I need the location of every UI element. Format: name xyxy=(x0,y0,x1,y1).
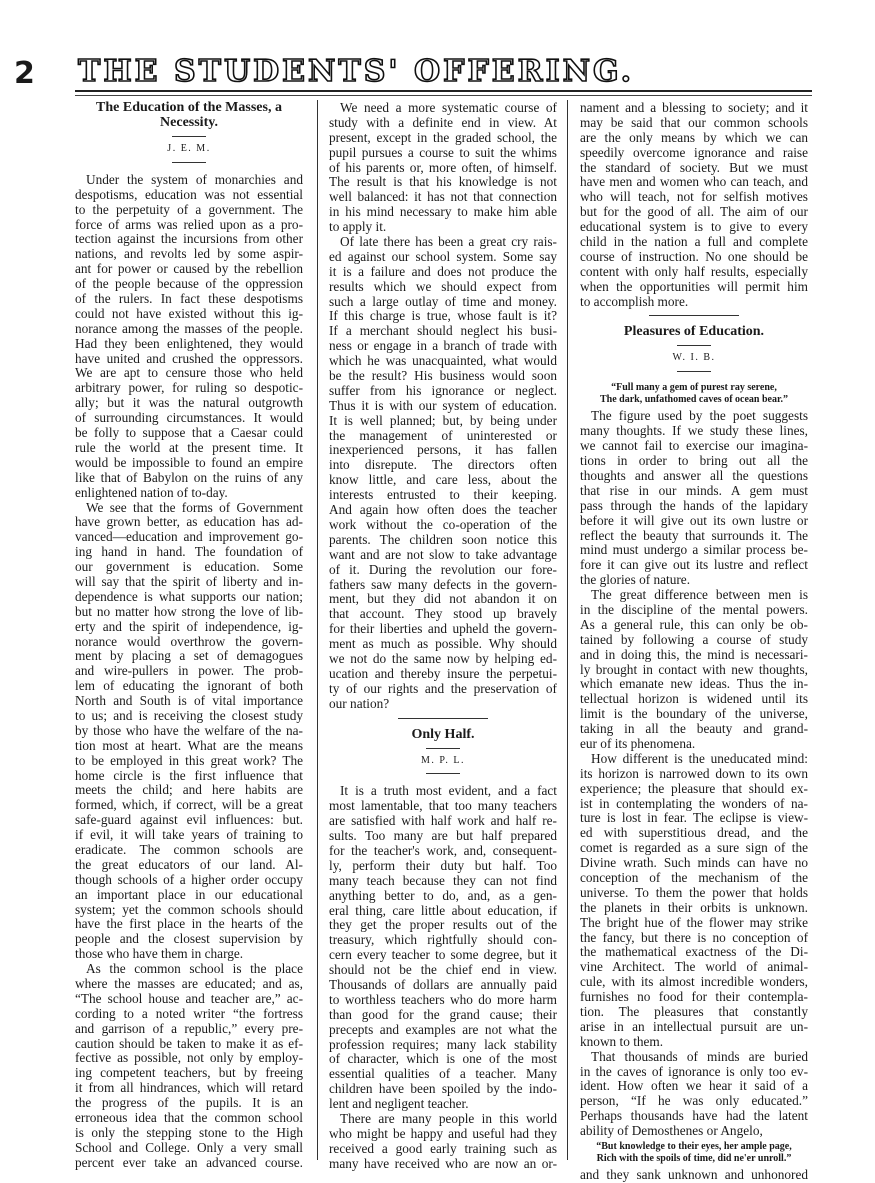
text-line: which emanate new ideas. Thus the in- xyxy=(580,676,808,692)
heading-line: Only Half. xyxy=(411,726,475,742)
text-line: lem of educating the ignorant of both xyxy=(75,678,303,694)
text-line: We see that the forms of Government xyxy=(86,499,303,515)
text-line: We need a more systematic course of xyxy=(340,100,557,115)
author-byline: J. E. M. xyxy=(75,136,303,163)
text-line: ability of Demosthenes or Angelo, xyxy=(580,1123,763,1139)
text-line: many thoughts. If we study these lines, xyxy=(580,423,808,439)
text-line: than good for the grand cause; their xyxy=(329,1006,557,1022)
text-line: North and South is of vital importance xyxy=(75,693,303,709)
text-line: arise in an intellectual pursuit are un- xyxy=(580,1018,808,1034)
text-line: The great difference between men is xyxy=(591,587,808,603)
text-line: who will teach, not for selfish motives xyxy=(580,189,808,205)
text-line: could not have existed without this ig- xyxy=(75,305,303,321)
text-line: nations, and revolts led by some aspir- xyxy=(75,246,303,262)
text-line: ing competent teachers, but by freeing xyxy=(75,1065,303,1081)
text-line: thoughts and answer all the questions xyxy=(580,467,808,483)
text-line: ment by placing a set of demagogues xyxy=(75,648,303,664)
text-line: There are many people in this world xyxy=(340,1111,557,1127)
text-line: known to them. xyxy=(580,1033,664,1049)
paragraph xyxy=(75,173,303,501)
text-line: into disrepute. The directors often xyxy=(329,457,557,473)
text-line: mind must undergo a similar process be- xyxy=(580,542,808,558)
text-line: norance would overthrow the govern- xyxy=(75,633,303,649)
text-line: vine Architect. The world of animal- xyxy=(580,959,808,975)
text-line: to us; and is receiving the closest study xyxy=(75,707,303,723)
text-line: have men and women who can teach, and xyxy=(580,174,808,190)
text-line: the standard of society. But we must xyxy=(580,159,808,175)
text-line: cern every teacher to some degree, but it xyxy=(329,947,557,963)
heading-line: Pleasures of Education. xyxy=(623,324,765,340)
text-line: anything better to do, and, as a gen- xyxy=(329,887,557,903)
author-byline: W. I. B. xyxy=(580,345,808,372)
text-line: fathers saw many defects in the govern- xyxy=(329,576,557,592)
text-line: it from all hindrances, which will retard xyxy=(75,1080,303,1096)
text-line: ed with superstitious dread, and the xyxy=(580,825,808,841)
text-line: pass through the hands of the lapidary xyxy=(580,497,808,513)
text-line: How different is the uneducated mind: xyxy=(591,750,808,766)
text-line: Had they been enlightened, they would xyxy=(75,335,303,351)
text-line: are satisfied with half work and half re- xyxy=(329,813,557,829)
text-line: an important place in our educational xyxy=(75,886,303,902)
text-line: profession requires; many lack stability xyxy=(329,1036,557,1052)
section-separator xyxy=(649,315,739,316)
text-line: and they sank unknown and unhonored xyxy=(580,1167,808,1183)
page-number: 2 xyxy=(14,56,35,91)
text-line: cule, with its almost incredible wonders, xyxy=(580,974,808,990)
text-line: children have been spoiled by the indo- xyxy=(329,1081,557,1097)
text-line: The result is that his knowledge is not xyxy=(329,174,557,190)
text-line: which he was unacquainted, what would xyxy=(329,353,557,369)
article-heading xyxy=(75,100,303,130)
text-line: and wire-pullers in power. The prob- xyxy=(75,663,303,679)
text-line: interests entrusted to their keeping. xyxy=(329,487,557,503)
text-line: School and College. Only a very small xyxy=(75,1139,303,1155)
text-line: but for the good of all. The aim of our xyxy=(580,204,808,220)
text-line: the mathematical exactness of the Di- xyxy=(580,944,808,960)
text-line: is only the stepping stone to the High xyxy=(75,1124,303,1140)
text-line: work without the co-operation of the xyxy=(329,516,557,532)
text-line: the progress of the pupils. It is an xyxy=(75,1095,303,1111)
paragraph xyxy=(580,588,808,752)
text-line: want and are not slow to take advantage xyxy=(329,546,557,562)
text-line: ident. How often we hear it said of a xyxy=(580,1078,808,1094)
text-line: universe. To them the power that holds xyxy=(580,884,808,900)
paragraph xyxy=(329,235,557,712)
text-line: ant for power or caused by the rebellion xyxy=(75,261,303,277)
text-line: ist in contemplating the wonders of na- xyxy=(580,795,808,811)
text-line: furnishes no food for their contempla- xyxy=(580,989,808,1005)
text-line: erroneous idea that the common school xyxy=(75,1110,303,1126)
verse-quote xyxy=(580,1141,808,1164)
text-line: It is well planned; but, by being under xyxy=(329,412,557,428)
text-line: reflect the beauty that surrounds it. The xyxy=(580,527,808,543)
text-line: to be employed in this great work? The xyxy=(75,752,303,768)
text-line: results which we should expect from xyxy=(329,278,557,294)
text-line: ally; but it was the natural outgrowth xyxy=(75,395,303,411)
column-3 xyxy=(580,101,808,1183)
text-line: inexperienced persons, it has fallen xyxy=(329,442,557,458)
text-line: That thousands of minds are buried xyxy=(591,1048,808,1064)
text-line: content with only half results, especially xyxy=(580,263,808,279)
text-line: for the teacher's work, and, consequent- xyxy=(329,842,557,858)
text-line: to the perpetuity of a government. The xyxy=(75,201,303,217)
paragraph xyxy=(580,409,808,588)
text-line: safe-guard against evil influences: but. xyxy=(75,812,303,828)
text-line: should not be the chief end in view. xyxy=(329,962,557,978)
article-heading xyxy=(580,324,808,339)
text-line: As the common school is the place xyxy=(86,961,303,977)
text-line: Thousands of dollars are annually paid xyxy=(329,977,557,992)
author-byline: M. P. L. xyxy=(329,748,557,775)
quote-line: Rich with the spoils of time, did ne'er unroll.” xyxy=(596,1152,792,1164)
text-line: in the discipline of the mental powers. xyxy=(580,601,808,617)
text-line: be folly to suppose that a Caesar could xyxy=(75,425,303,441)
verse-quote xyxy=(580,382,808,405)
text-line: treasury, which rightfully should con- xyxy=(329,932,557,948)
text-line: norance among the masses of the people. xyxy=(75,320,303,336)
text-line: tection against the incursions from other xyxy=(75,231,303,247)
quote-line: The dark, unfathomed caves of ocean bear.” xyxy=(600,393,788,405)
text-line: Of late there has been a great cry rais- xyxy=(340,234,557,250)
text-line: it is a failure and does not produce the xyxy=(329,263,557,279)
text-line: such a large outlay of time and money. xyxy=(329,293,557,309)
paragraph xyxy=(580,101,808,309)
text-line: limit is the boundary of the universe, xyxy=(580,706,808,722)
column-1 xyxy=(75,100,303,1171)
text-line: of character, which is one of the most xyxy=(329,1051,557,1067)
text-line: person, “If he was only educated.” xyxy=(580,1093,808,1109)
text-line: ture is lost in fear. The eclipse is view- xyxy=(580,810,808,826)
text-line: when the opportunities will permit him xyxy=(580,278,808,294)
text-line: that rise in our minds. A gem must xyxy=(580,482,808,498)
text-line: who might be happy and useful had they xyxy=(329,1125,557,1141)
text-line: but no matter how strong the love of lib- xyxy=(75,603,303,619)
paragraph xyxy=(75,962,303,1170)
text-line: of the people because of the oppression xyxy=(75,276,303,292)
heading-line: The Education of the Masses, a xyxy=(96,100,282,115)
text-line: Divine wrath. Such minds can have no xyxy=(580,855,808,871)
text-line: for their liberties and upheld the govern- xyxy=(329,621,557,637)
text-line: Thus it is with our system of education. xyxy=(329,397,557,413)
text-line: to apply it. xyxy=(329,219,387,235)
text-line: though schools of a higher order occupy xyxy=(75,871,303,887)
text-line: sults. Too many are but half prepared xyxy=(329,828,557,844)
text-line: know little, and care less, about the xyxy=(329,472,557,488)
column-2 xyxy=(329,101,557,1172)
text-line: if evil, it will take years of training to xyxy=(75,827,303,843)
newspaper-title: THE STUDENTS' OFFERING. xyxy=(78,54,635,89)
text-line: ly, perform their duty but half. Too xyxy=(329,857,557,873)
text-line: of his parents or, more often, of himself. xyxy=(329,159,557,175)
text-line: in his mind necessary to make him able xyxy=(329,204,557,220)
text-line: eradicate. The common schools are xyxy=(75,841,303,857)
text-line: fective as possible, not only by employ- xyxy=(75,1050,303,1066)
text-line: precepts and examples are not what the xyxy=(329,1021,557,1037)
text-line: the fancy, but there is no conception of xyxy=(580,929,808,945)
text-line: the management of uninterested or xyxy=(329,427,557,443)
text-line: we cannot fail to exercise our imagina- xyxy=(580,438,808,454)
text-line: many teach because they can not find xyxy=(329,872,557,888)
text-line: tions in order to bring out all the xyxy=(580,453,808,469)
text-line: have the first place in the hearts of the xyxy=(75,916,303,932)
text-line: ty of our rights and the preservation of xyxy=(329,680,557,696)
text-line: many have received who are now an or- xyxy=(329,1155,557,1171)
text-line: cording to a noted writer “the fortress xyxy=(75,1005,303,1021)
text-line: ment as much as possible. Why should xyxy=(329,636,557,652)
text-line: be the result? His business would soon xyxy=(329,368,557,384)
text-line: ment, but they did not abandon it on xyxy=(329,591,557,607)
text-line: would be impossible to found an empire xyxy=(75,454,303,470)
text-line: fore it can give out its lustre and reflect xyxy=(580,557,808,573)
column-divider xyxy=(567,100,568,1160)
text-line: tellectual horizon is widened until its xyxy=(580,691,808,707)
text-line: have grown better, as education has ad- xyxy=(75,514,303,530)
text-line: course of instruction. No one should be xyxy=(580,248,808,264)
text-line: suffer from his ignorance or neglect. xyxy=(329,382,557,398)
text-line: Under the system of monarchies and xyxy=(86,171,303,187)
text-line: and garrison of a republic,” every pre- xyxy=(75,1020,303,1036)
text-line: meets the child; and here habits are xyxy=(75,782,303,798)
text-line: formed, which, if correct, will be a great xyxy=(75,797,303,813)
text-line: It is a truth most evident, and a fact xyxy=(340,783,557,799)
paragraph xyxy=(75,501,303,963)
text-line: “The school house and teacher are,” ac- xyxy=(75,990,303,1006)
text-line: enlightened nation of to-day. xyxy=(75,484,228,500)
paragraph xyxy=(329,101,557,235)
text-line: to worthless teachers who do more harm xyxy=(329,991,557,1007)
text-line: our nation? xyxy=(329,695,390,711)
text-line: people and the closest supervision by xyxy=(75,931,303,947)
text-line: like that of Babylon on the ruins of any xyxy=(75,469,303,485)
heading-line: Necessity. xyxy=(160,115,218,130)
text-line: rule the world at the present time. It xyxy=(75,439,303,455)
text-line: The bright hue of the flower may strike xyxy=(580,914,808,930)
text-line: are the only means by which we can xyxy=(580,129,808,145)
text-line: erty and the spirit of independence, ig- xyxy=(75,618,303,634)
text-line: ing hand in hand. The foundation of xyxy=(75,544,303,560)
text-line: before it will give out its own lustre or xyxy=(580,512,808,528)
text-line: where the masses are educated; and as, xyxy=(75,976,303,991)
text-line: lent and negligent teacher. xyxy=(329,1096,469,1112)
text-line: eur of its phenomena. xyxy=(580,735,696,751)
quote-line: “But knowledge to their eyes, her ample page, xyxy=(596,1141,792,1153)
text-line: of it. During the revolution our fore- xyxy=(329,561,557,577)
paragraph xyxy=(329,784,557,1112)
text-line: If this charge is true, whose fault is it? xyxy=(329,308,557,324)
text-line: our government is education. Some xyxy=(75,559,303,575)
text-line: child in the nation a full and complete xyxy=(580,234,808,250)
text-line: tained by following a course of study xyxy=(580,631,808,647)
text-line: experience; the pleasure that should ex- xyxy=(580,780,808,796)
text-line: vanced—education and improvement go- xyxy=(75,529,303,545)
text-line: the great educators of our land. Al- xyxy=(75,856,303,872)
text-line: that account. They stood up bravely xyxy=(329,606,557,622)
text-line: study with a definite end in view. At xyxy=(329,114,557,130)
text-line: received a good early training such as xyxy=(329,1140,557,1156)
text-line: ed against our school system. Some say xyxy=(329,248,557,264)
text-line: speedily overcome ignorance and raise xyxy=(580,144,808,160)
text-line: Perhaps thousands have had the latent xyxy=(580,1108,808,1124)
text-line: nament and a blessing to society; and it xyxy=(580,100,808,115)
text-line: percent ever take an advanced course. xyxy=(75,1154,303,1170)
text-line: dependence is what supports our nation; xyxy=(75,588,303,604)
text-line: tion. The pleasures that constantly xyxy=(580,1004,808,1019)
text-line: tion most at heart. What are the means xyxy=(75,737,303,753)
text-line: As a general rule, this can only be ob- xyxy=(580,616,808,632)
text-line: comet is regarded as a sure sign of the xyxy=(580,840,808,856)
section-separator xyxy=(398,718,488,719)
text-line: ly brought in contact with new thoughts, xyxy=(580,661,808,677)
article-heading xyxy=(329,727,557,742)
text-line: of surrounding circumstances. It would xyxy=(75,410,303,426)
paragraph xyxy=(580,1168,808,1183)
quote-line: “Full many a gem of purest ray serene, xyxy=(611,382,777,394)
text-line: most lamentable, that too many teachers xyxy=(329,798,557,814)
paragraph xyxy=(580,1050,808,1139)
text-line: despotisms, education was not essential xyxy=(75,186,303,202)
text-line: system; yet the common schools should xyxy=(75,901,303,917)
text-line: force of arms was relied upon as a pro- xyxy=(75,216,303,232)
text-line: will say that the spirit of liberty and in- xyxy=(75,573,303,589)
text-line: the planets in their orbits is unknown. xyxy=(580,899,808,915)
text-line: taking in all the beauty and grand- xyxy=(580,721,808,737)
text-line: arbitrary power, for ruling so despotic- xyxy=(75,380,303,396)
text-line: in the caves of ignorance is only too ev- xyxy=(580,1063,808,1079)
text-line: We are apt to censure those who held xyxy=(75,365,303,381)
paragraph xyxy=(329,1112,557,1172)
text-line: parents. The children soon notice this xyxy=(329,531,557,547)
text-line: those who have them in charge. xyxy=(75,946,244,962)
text-line: well balanced: it has not that connection xyxy=(329,189,557,205)
text-line: pupil pursues a course to suit the whims xyxy=(329,144,557,160)
text-line: The figure used by the poet suggests xyxy=(591,408,808,424)
text-line: caution should be taken to make it as ef- xyxy=(75,1035,303,1051)
text-line: of the rulers. In fact these despotisms xyxy=(75,291,303,307)
text-line: may be said that our common schools xyxy=(580,114,808,130)
text-line: ucation and thereby insure the perpetui- xyxy=(329,665,557,681)
text-line: eral thing, care little about education, if xyxy=(329,902,557,918)
text-line: essential qualities of a teacher. Many xyxy=(329,1066,557,1082)
text-line: ness or engage in a branch of trade with xyxy=(329,338,557,354)
text-line: And again how often does the teacher xyxy=(329,502,557,518)
text-line: we not do the same now by helping ed- xyxy=(329,650,557,666)
text-line: and in doing this, the mind is necessari- xyxy=(580,646,808,662)
text-line: conception of the mechanism of the xyxy=(580,869,808,885)
masthead-rule xyxy=(75,90,812,92)
column-divider xyxy=(317,100,318,1160)
text-line: the glories of nature. xyxy=(580,572,691,588)
text-line: to accomplish more. xyxy=(580,293,689,309)
text-line: by those who have the welfare of the na- xyxy=(75,722,303,738)
text-line: they get the proper results out of the xyxy=(329,917,557,933)
text-line: present, except in the graded school, the xyxy=(329,129,557,145)
text-line: If a merchant should neglect his busi- xyxy=(329,323,557,339)
masthead-rule xyxy=(75,95,812,96)
paragraph xyxy=(580,752,808,1050)
text-line: have united and crushed the oppressors. xyxy=(75,350,303,366)
text-line: its horizon is narrowed down to its own xyxy=(580,765,808,781)
text-line: home circle is the first influence that xyxy=(75,767,303,783)
text-line: educational system is to give to every xyxy=(580,219,808,235)
